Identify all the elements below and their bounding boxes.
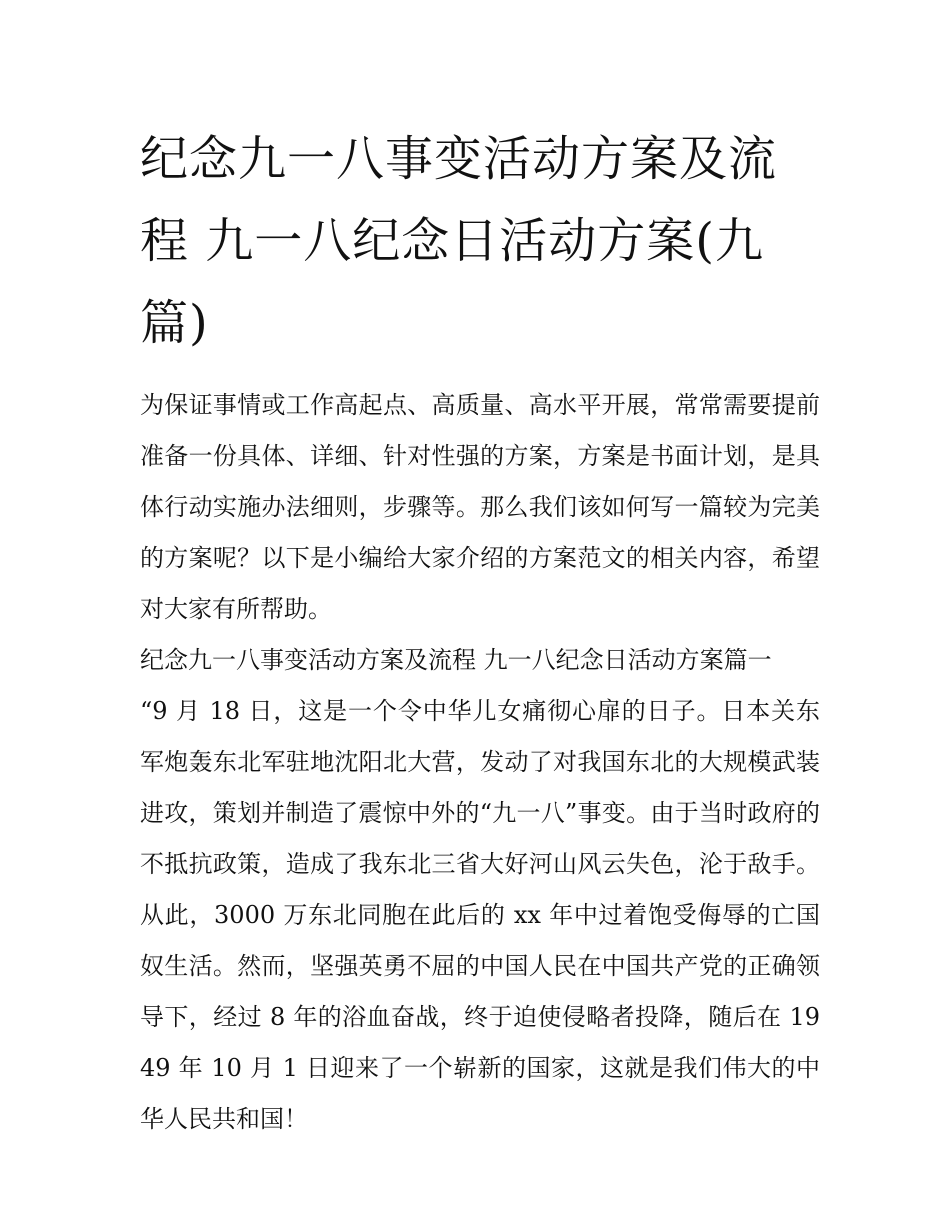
document-page (140, 118, 820, 1145)
section-heading: 纪念九一八事变活动方案及流程 九一八纪念日活动方案篇一 (140, 646, 772, 674)
document-title: 纪念九一八事变活动方案及流程 九一八纪念日活动方案(九篇) (140, 131, 778, 351)
body-paragraph: “9 月 18 日，这是一个令中华儿女痛彻心扉的日子。日本关东军炮轰东北军驻地沈阳北大营，发动了对我国东北的大规模武装进攻，策划并制造了震惊中外的“九一八”事变。由于当时政府的不抵抗政策，造成了我东北三省大好河山风云失色，沦于敌手。从此，3000 万东北同胞在此后的 xx 年中过着饱受侮辱的亡国奴生活。然而，坚强英勇不屈的中国人民在中国共产党的正确领导下，经过 8 年的浴血奋战，终于迫使侵略者投降，随后在 1949 年 10 月 1 日迎来了一个崭新的国家，这就是我们伟大的中华人民共和国！ (140, 697, 820, 1133)
intro-paragraph: 为保证事情或工作高起点、高质量、高水平开展，常常需要提前准备一份具体、详细、针对性强的方案，方案是书面计划，是具体行动实施办法细则，步骤等。那么我们该如何写一篇较为完美的方案呢？以下是小编给大家介绍的方案范文的相关内容，希望对大家有所帮助。 (140, 391, 820, 623)
